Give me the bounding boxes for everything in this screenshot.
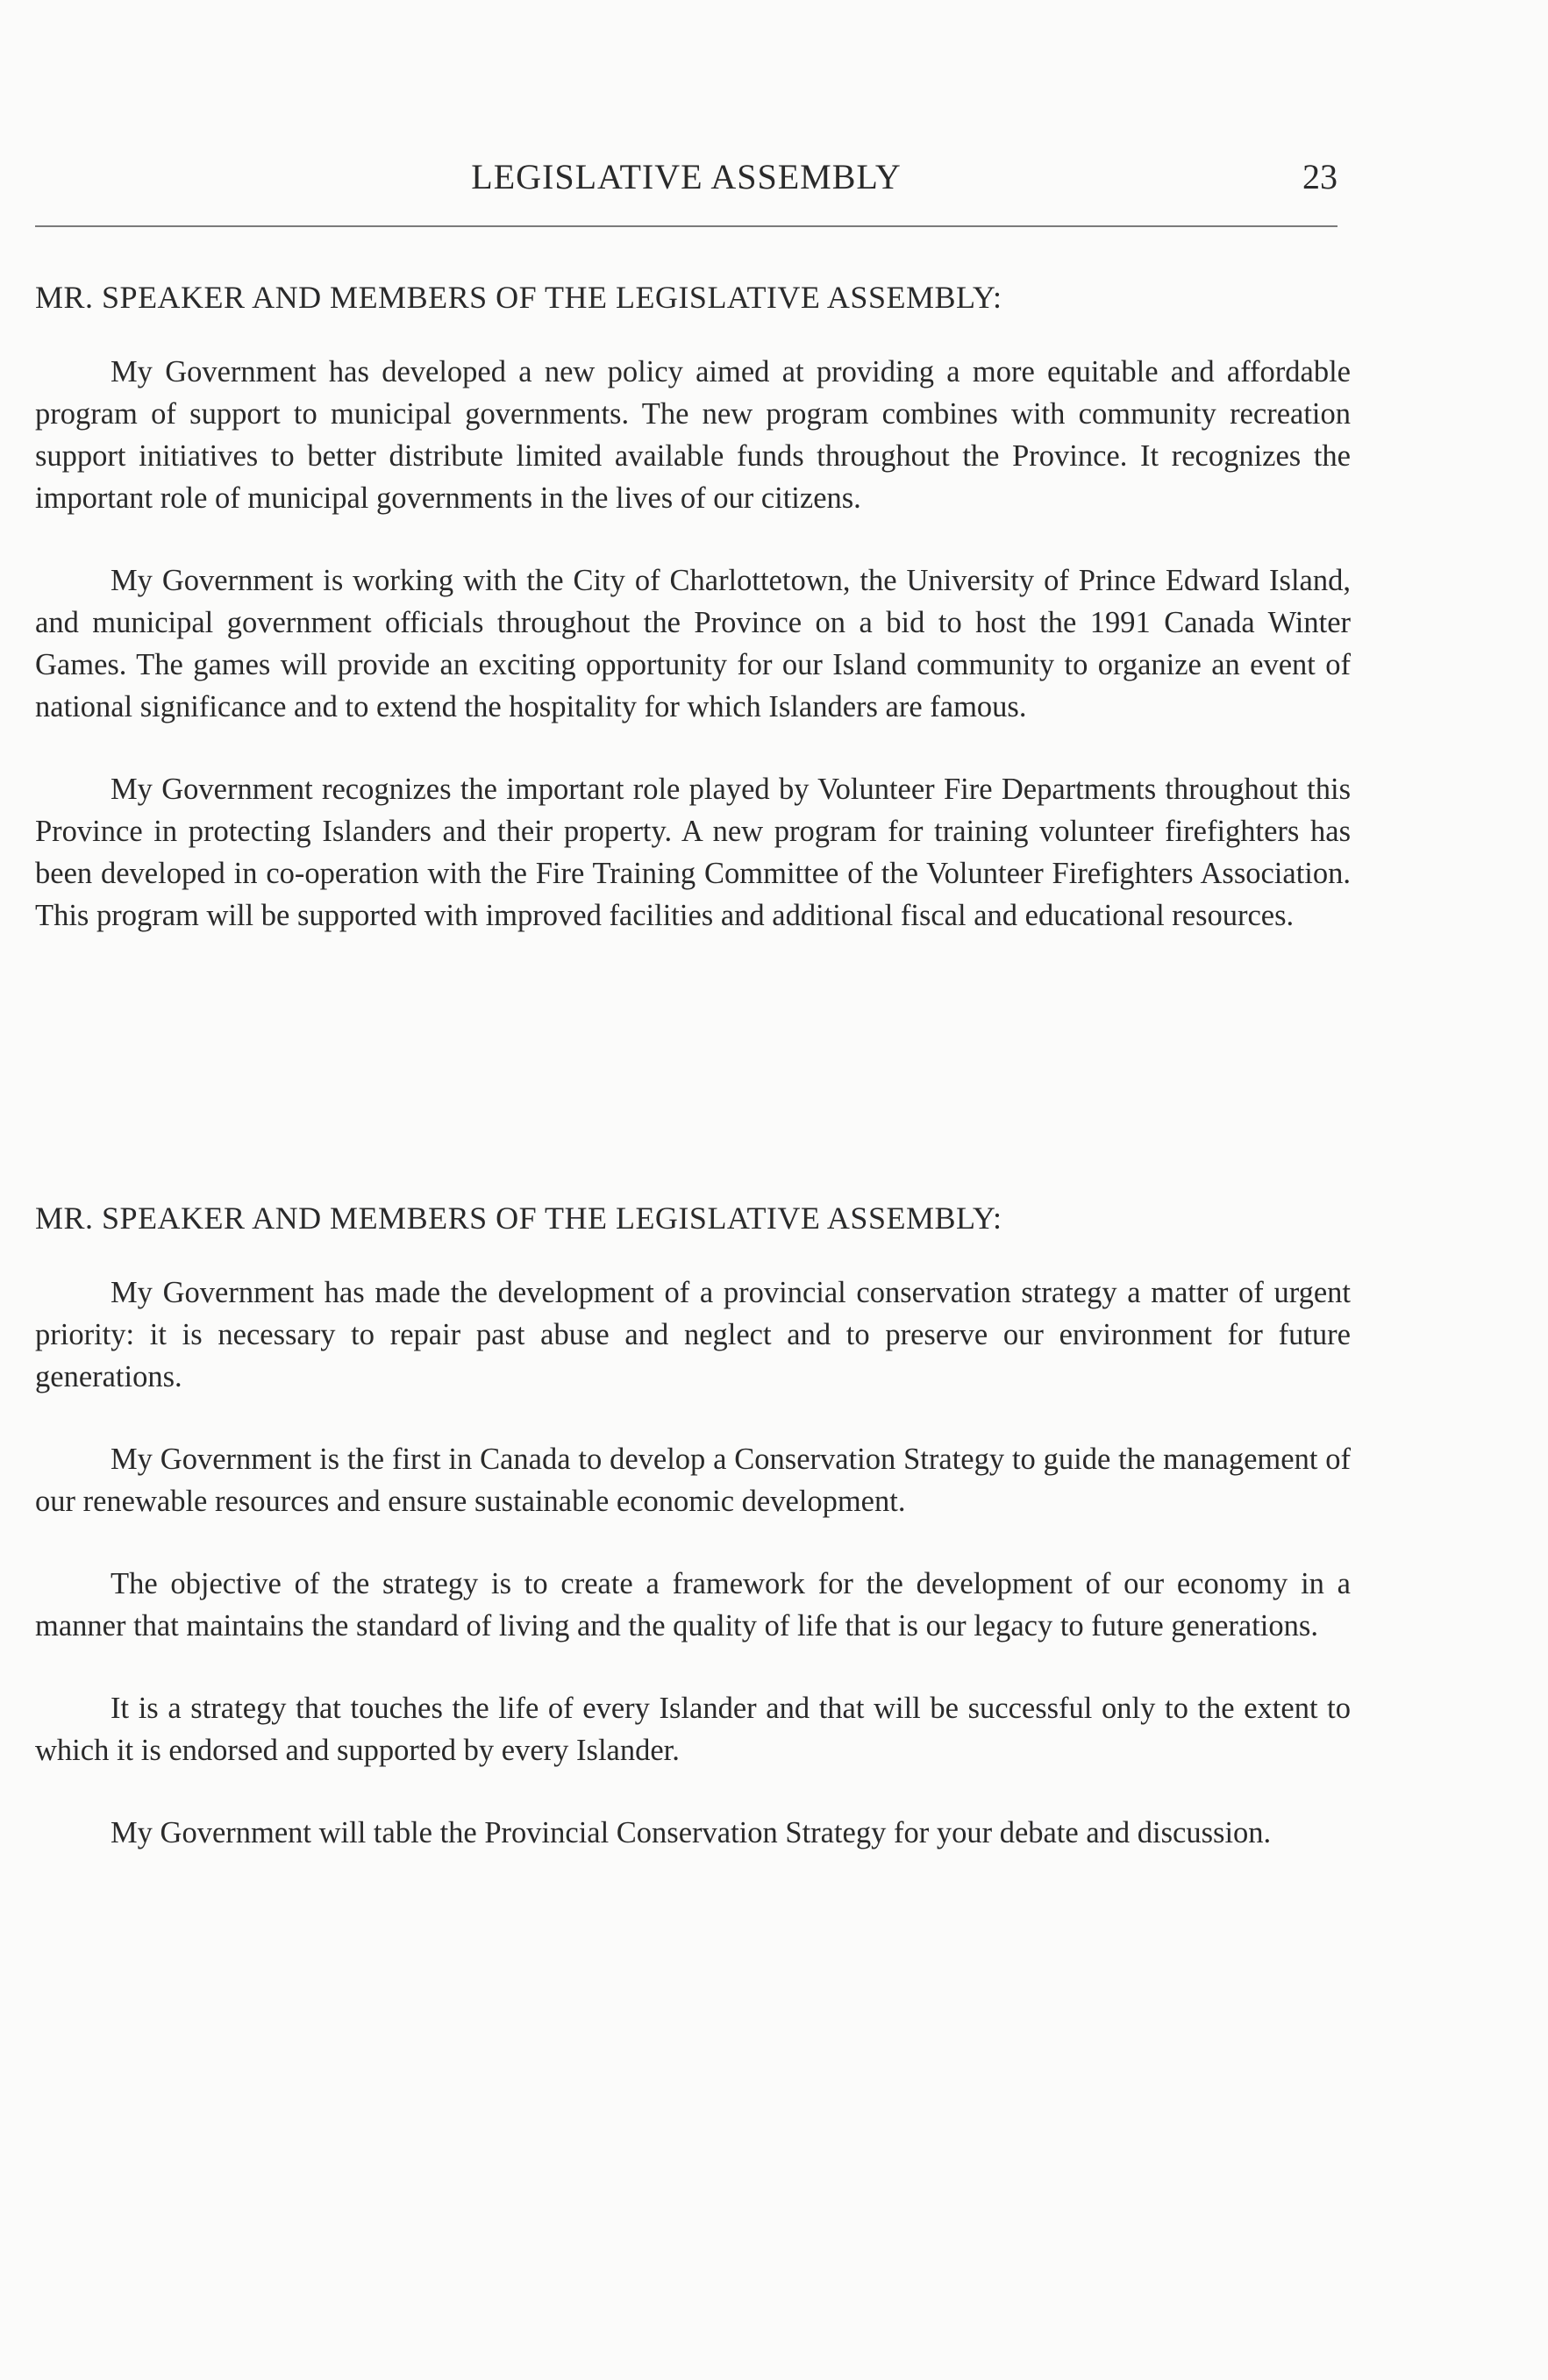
speech-section-2 — [35, 1200, 1351, 1894]
speech-section-1 — [35, 279, 1351, 977]
paragraph-fire-departments: My Government recognizes the important role played by Volunteer Fire Departments throughout this Province in protecting Islanders and their property. A new program for training volunteer firefighters has been developed in co-operation with the Fire Training Committee of the Volunteer Firefighters Association. This program will be supported with improved facilities and additional fiscal and educational resources. — [35, 773, 1351, 932]
paragraph-municipal-support: My Government has developed a new policy aimed at providing a more equitable and affordable program of support to municipal governments. The new program combines with community recreation support initiatives to better distribute limited available funds throughout the Province. It recognizes the important role of municipal governments in the lives of our citizens. — [35, 355, 1351, 515]
page-number: 23 — [1302, 157, 1338, 196]
paragraph-conservation-priority: My Government has made the development of a provincial conservation strategy a matter of urgent priority: it is necessary to repair past abuse and neglect and to preserve our environment for future generations. — [35, 1276, 1351, 1393]
paragraph-every-islander: It is a strategy that touches the life of every Islander and that will be successful only to the extent to which it is endorsed and supported by every Islander. — [35, 1692, 1351, 1767]
running-head: LEGISLATIVE ASSEMBLY — [471, 157, 902, 196]
section-heading: MR. SPEAKER AND MEMBERS OF THE LEGISLATIVE ASSEMBLY: — [35, 1201, 1002, 1236]
section-heading: MR. SPEAKER AND MEMBERS OF THE LEGISLATIVE ASSEMBLY: — [35, 280, 1002, 315]
header-rule — [35, 225, 1338, 227]
paragraph-table-strategy: My Government will table the Provincial Conservation Strategy for your debate and discussion. — [111, 1816, 1272, 1849]
paragraph-winter-games: My Government is working with the City of Charlottetown, the University of Prince Edward Island, and municipal government officials throughout the Province on a bid to host the 1991 Canada Winter Games. The games will provide an exciting opportunity for our Island community to organize an event of national significance and to extend the hospitality for which Islanders are famous. — [35, 564, 1351, 723]
page-header — [35, 149, 1338, 210]
paragraph-conservation-first: My Government is the first in Canada to develop a Conservation Strategy to guide the management of our renewable resources and ensure sustainable economic development. — [35, 1443, 1351, 1518]
paragraph-strategy-objective: The objective of the strategy is to create a framework for the development of our economy in a manner that maintains the standard of living and the quality of life that is our legacy to future generations. — [35, 1567, 1351, 1642]
